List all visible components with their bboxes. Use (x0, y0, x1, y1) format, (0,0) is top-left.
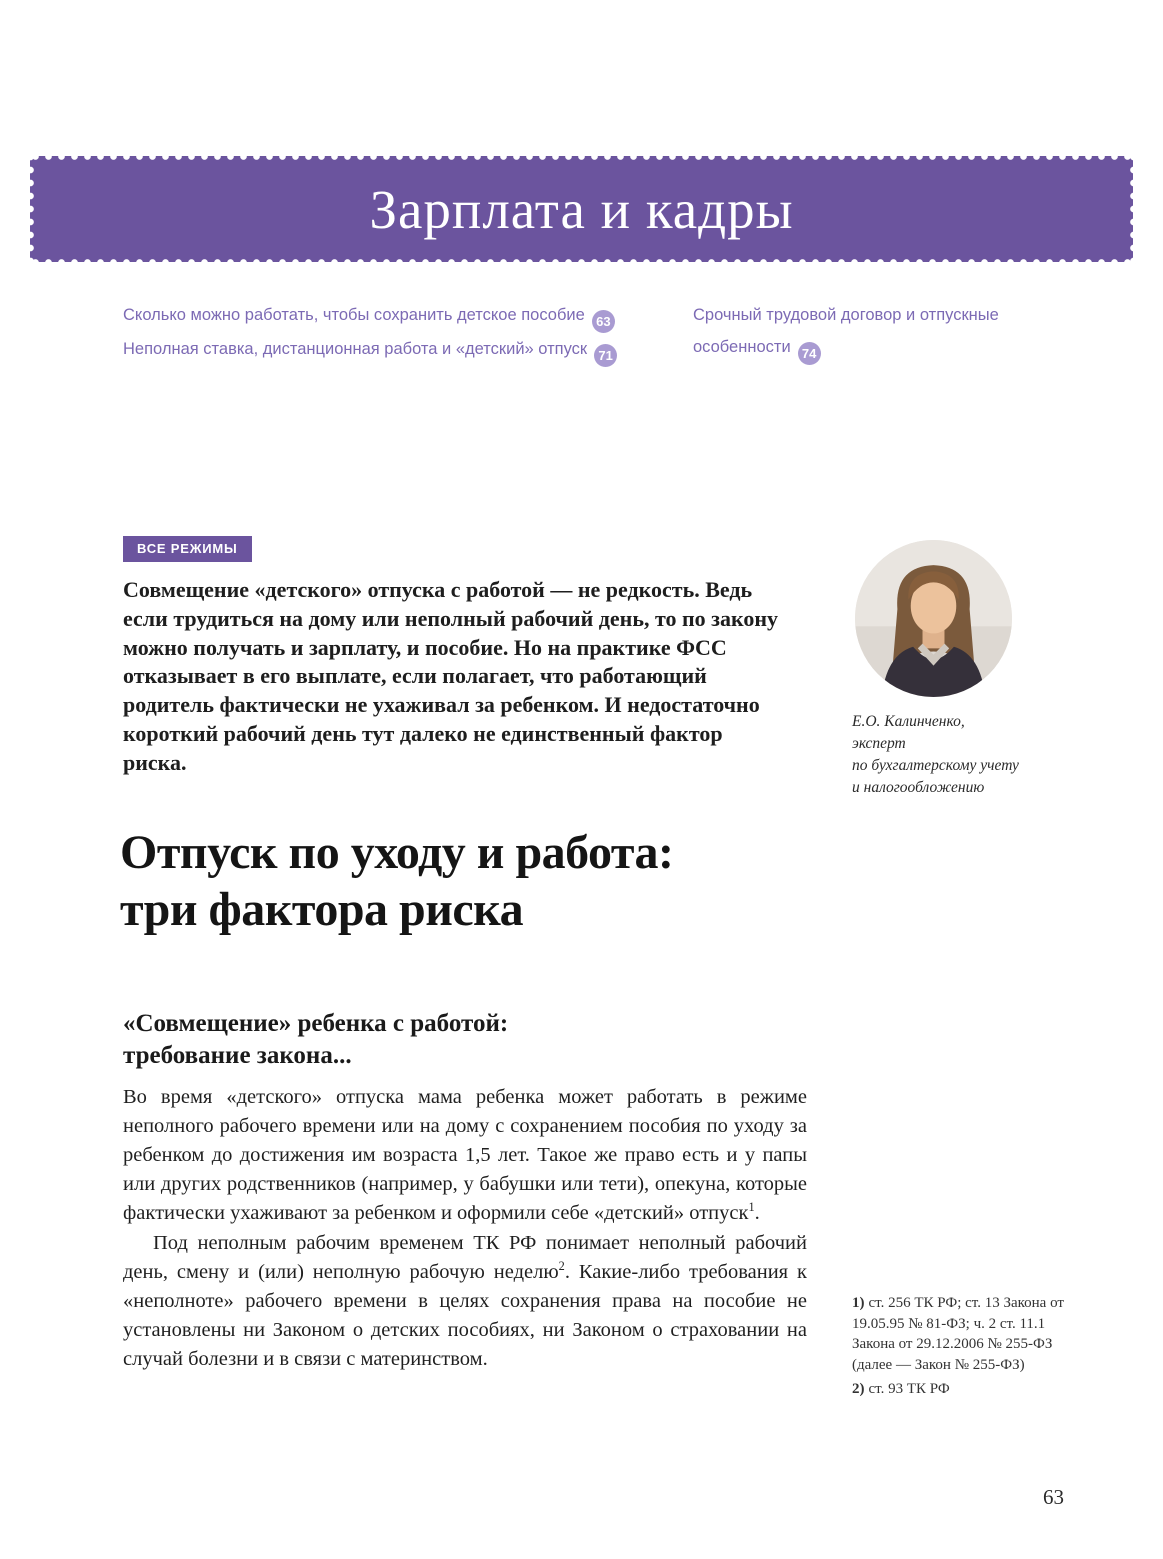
footnote-marker: 2) (852, 1380, 865, 1397)
footnote (852, 1293, 1074, 1376)
author-role-line: по бухгалтерскому учету (852, 757, 1019, 774)
page-badge: 71 (594, 344, 617, 367)
toc-left-column (123, 299, 683, 367)
paragraph-text: . Какие-либо требования к «неполноте» рабочего времени в целях сохранения права на пособие не установлены ни Законом о детских пособиях, ни Законом о страховании на случай болезни и в связи с материнством. (123, 1260, 807, 1370)
page-badge: 63 (592, 310, 615, 333)
section-banner (30, 156, 1133, 262)
footnotes (852, 1293, 1074, 1402)
page-badge: 74 (798, 342, 821, 365)
footnote-text: ст. 93 ТК РФ (868, 1380, 950, 1397)
article-subheading-line: «Совмещение» ребенка с работой: (123, 1010, 509, 1037)
footnote-reference: 2 (558, 1258, 565, 1273)
author-block (852, 540, 1077, 799)
article-title-line: три фактора риска (120, 883, 524, 937)
author-role-line: эксперт (852, 735, 906, 752)
paragraph-text: Под неполным рабочим временем ТК РФ понимает неполный рабочий день, смену и (или) неполную рабочую неделю (123, 1231, 807, 1283)
body-paragraph (123, 1083, 807, 1229)
toc-item-1[interactable] (123, 299, 683, 333)
rubric-badge: ВСЕ РЕЖИМЫ (123, 536, 252, 562)
article-body (123, 1083, 807, 1374)
author-name: Е.О. Калинченко, (852, 713, 965, 730)
paragraph-text: . (754, 1202, 760, 1225)
author-caption (852, 711, 1077, 799)
banner-perforation-bottom (26, 258, 1137, 267)
lead-paragraph: Совмещение «детского» отпуска с работой — не редкость. Ведь если трудиться на дому или неполный рабочий день, то по закону можно получать и зарплату, и пособие. Но на практике ФСС отказывает в его выплате, если полагает, что работающий родитель фактически не ухаживал за ребенком. И недостаточно короткий рабочий день тут далеко не единственный фактор риска. (123, 577, 779, 775)
footnote-reference: 1 (748, 1200, 755, 1215)
footnote-marker: 1) (852, 1295, 865, 1311)
article-subheading (123, 1008, 723, 1072)
paragraph-text: Во время «детского» отпуска мама ребенка может работать в режиме неполного рабочего времени или на дому с сохранением пособия по уходу за ребенком до достижения им возраста 1,5 лет. Такое же право есть и у папы или других родственников (например, у бабушки или тети), опекуна, которые фактически ухаживают за ребенком и оформили себе «детский» отпуск (123, 1086, 807, 1225)
toc-right-column (693, 299, 1028, 365)
page-number: 63 (1043, 1485, 1064, 1509)
section-title: Зарплата и кадры (369, 178, 794, 240)
article-subheading-line: требование закона... (123, 1042, 352, 1069)
toc-item-label: Срочный трудовой договор и отпускные особенности (693, 306, 999, 356)
toc-item-label: Неполная ставка, дистанционная работа и «детский» отпуск (123, 340, 588, 358)
toc-item-3[interactable] (693, 299, 1028, 365)
toc-item-label: Сколько можно работать, чтобы сохранить детское пособие (123, 306, 585, 324)
banner-perforation-top (26, 152, 1137, 161)
author-photo (855, 540, 1012, 697)
banner-perforation-left (26, 152, 35, 266)
banner-perforation-right (1129, 152, 1138, 266)
author-role-line: и налогообложению (852, 779, 985, 796)
article-title (120, 824, 840, 938)
footnote-text: ст. 256 ТК РФ; ст. 13 Закона от 19.05.95 № 81-ФЗ; ч. 2 ст. 11.1 Закона от 29.12.2006 № 255-ФЗ (далее — Закон № 255-ФЗ) (852, 1295, 1064, 1374)
person-portrait-icon (855, 540, 1012, 697)
toc-item-2[interactable] (123, 333, 683, 367)
article-title-line: Отпуск по уходу и работа: (120, 826, 674, 879)
footnote (852, 1379, 1074, 1400)
body-paragraph (123, 1229, 807, 1375)
